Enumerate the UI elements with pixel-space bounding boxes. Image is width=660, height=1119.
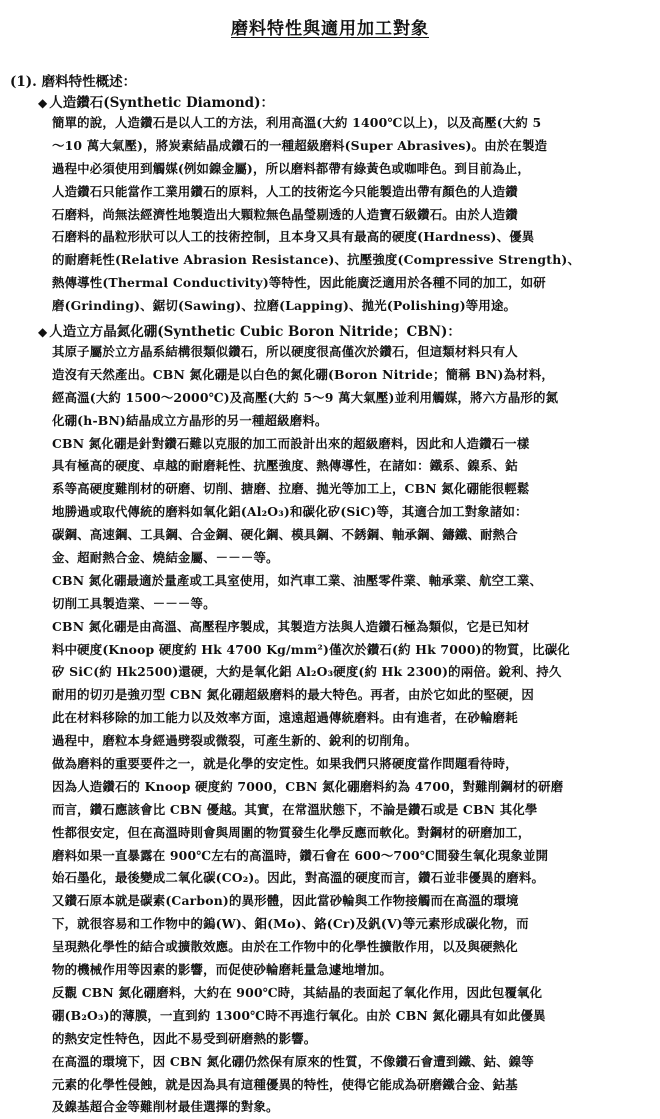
text-line: 切削工具製造業、－－－等。 — [52, 595, 216, 611]
text-line: 因為人造鑽石的 Knoop 硬度約 7000，CBN 氮化硼磨料約為 4700，對難削鋼材的研磨 — [52, 778, 564, 794]
text-line: 磨料如果一直暴露在 900℃左右的高溫時，鑽石會在 600～700℃間發生氧化現象並開 — [52, 847, 549, 863]
text-line: 地勝過或取代傳統的磨料如氧化鋁(Al₂O₃)和碳化矽(SiC)等，其適合加工對象諸如： — [52, 504, 528, 520]
text-line: 石磨料的晶粒形狀可以人工的技術控制，且本身又具有最高的硬度(Hardness)、優異 — [52, 229, 535, 245]
text-line: 此在材料移除的加工能力以及效率方面，遠遠超過傳統磨料。由有進者，在砂輪磨耗 — [52, 710, 518, 726]
text-line: 過程中必須使用到觸媒(例如鎳金屬)，所以磨料都帶有綠黃色或咖啡色。到目前為止， — [52, 160, 530, 176]
text-line: 人造鑽石只能當作工業用鑽石的原料，人工的技術迄今只能製造出帶有顏色的人造鑽 — [52, 183, 518, 199]
text-line: 過程中，磨粒本身經過劈裂或微裂，可產生新的、銳利的切削角。 — [52, 733, 418, 749]
text-line: 物的機械作用等因素的影響，而促使砂輪磨耗量急遽地增加。 — [52, 962, 392, 978]
text-line: 做為磨料的重要要件之一，就是化學的安定性。如果我們只將硬度當作問題看待時， — [52, 756, 518, 772]
text-line: 耐用的切刃是強刃型 CBN 氮化硼超級磨料的最大特色。再者，由於它如此的堅硬，因 — [52, 687, 534, 703]
text-line: 在高溫的環境下，因 CBN 氮化硼仍然保有原來的性質，不像鑽石會遭到鐵、鈷、鎳等 — [52, 1053, 534, 1069]
text-line: 下，就很容易和工作物中的鎢(W)、鉬(Mo)、鉻(Cr)及釩(V)等元素形成碳化物，而 — [52, 916, 529, 932]
text-line: 性都很安定，但在高溫時則會與周圍的物質發生化學反應而軟化。對鋼材的研磨加工， — [52, 824, 531, 840]
text-line: 硼(B₂O₃)的薄膜，一直到約 1300℃時不再進行氧化。由於 CBN 氮化硼具有如此優異 — [52, 1007, 546, 1023]
text-line: 系等高硬度難削材的研磨、切削、搪磨、拉磨、拋光等加工上，CBN 氮化硼能很輕鬆 — [52, 481, 530, 497]
text-line: 熱傳導性(Thermal Conductivity)等特性，因此能廣泛適用於各種不同的加工，如研 — [52, 275, 546, 291]
diamond-bullet-icon: ◆ — [38, 325, 48, 339]
cbn-paragraph — [52, 341, 652, 1119]
text-line: 金、超耐熱合金、燒結金屬、－－－等。 — [52, 550, 279, 566]
diamond-bullet-icon: ◆ — [38, 96, 48, 110]
text-line: 造沒有天然產出。CBN 氮化硼是以白色的氮化硼(Boron Nitride；簡稱 BN)為材料， — [52, 366, 554, 382]
text-line: 的耐磨耗性(Relative Abrasion Resistance)、抗壓強度(Compressive Strength)、 — [52, 252, 581, 268]
cbn-heading-text: 人造立方晶氮化硼(Synthetic Cubic Boron Nitride；CBN)： — [49, 324, 461, 340]
page-title — [0, 14, 660, 39]
text-line: 的熱安定性特色，因此不易受到研磨熱的影響。 — [52, 1030, 317, 1046]
text-line: 簡單的說，人造鑽石是以人工的方法，利用高溫(大約 1400℃以上)，以及高壓(大約 5 — [52, 115, 542, 130]
diamond-heading-text: 人造鑽石(Synthetic Diamond)： — [49, 95, 274, 111]
text-line: 而言，鑽石應該會比 CBN 優越。其實，在常溫狀態下，不論是鑽石或是 CBN 其化學 — [52, 801, 538, 817]
text-line: 具有極高的硬度、卓越的耐磨耗性、抗壓強度、熱傳導性，在諸如：鐵系、鎳系、鈷 — [52, 458, 518, 474]
text-line: 磨(Grinding)、鋸切(Sawing)、拉磨(Lapping)、拋光(Polishing)等用途。 — [52, 298, 517, 314]
text-line: 石磨料，尚無法經濟性地製造出大顆粒無色晶瑩剔透的人造寶石級鑽石。由於人造鑽 — [52, 206, 518, 222]
text-line: 其原子屬於立方晶系結構很類似鑽石，所以硬度很高僅次於鑽石，但這類材料只有人 — [52, 344, 518, 359]
text-line: 呈現熱化學性的結合或擴散效應。由於在工作物中的化學性擴散作用，以及與硬熱化 — [52, 939, 518, 955]
diamond-paragraph — [52, 112, 652, 318]
cbn-heading — [38, 320, 461, 340]
text-line: 元素的化學性侵蝕，就是因為具有這種優異的特性，使得它能成為研磨鐵合金、鈷基 — [52, 1076, 518, 1092]
text-line: 碳鋼、高速鋼、工具鋼、合金鋼、硬化鋼、模具鋼、不銹鋼、軸承鋼、鑄鐵、耐熱合 — [52, 527, 518, 543]
text-line: 矽 SiC(約 Hk2500)還硬，大約是氧化鋁 Al₂O₃硬度(約 Hk 2300)的兩倍。銳利、持久 — [52, 664, 562, 680]
text-line: 料中硬度(Knoop 硬度約 Hk 4700 Kg/mm²)僅次於鑽石(約 Hk 7000)的物質，比碳化 — [52, 641, 570, 657]
text-line: ～10 萬大氣壓)，將炭素結晶成鑽石的一種超級磨料(Super Abrasives)。由於在製造 — [52, 137, 548, 153]
text-line: 又鑽石原本就是碳素(Carbon)的異形體，因此當砂輪與工作物接觸而在高溫的環境 — [52, 893, 519, 909]
text-line: 反觀 CBN 氮化硼磨料，大約在 900℃時，其結晶的表面起了氧化作用，因此包覆氧化 — [52, 984, 543, 1000]
text-line: 及鎳基超合金等難削材最佳選擇的對象。 — [52, 1099, 279, 1115]
text-line: CBN 氮化硼是針對鑽石難以克服的加工而設計出來的超級磨料，因此和人造鑽石一樣 — [52, 435, 530, 451]
text-line: 始石墨化，最後變成二氧化碳(CO₂)。因此，對高溫的硬度而言，鑽石並非優異的磨料。 — [52, 870, 545, 886]
diamond-heading — [38, 91, 274, 111]
page-title-text: 磨料特性與適用加工對象 — [231, 19, 429, 39]
text-line: 經高溫(大約 1500～2000℃)及高壓(大約 5～9 萬大氣壓)並利用觸媒，將六方晶形的氮 — [52, 389, 559, 405]
text-line: CBN 氮化硼最適於量產或工具室使用，如汽車工業、油壓零件業、軸承業、航空工業、 — [52, 572, 543, 588]
section-heading: (1). 磨料特性概述： — [10, 74, 137, 90]
text-line: 化硼(h-BN)結晶成立方晶形的另一種超級磨料。 — [52, 412, 328, 428]
text-line: CBN 氮化硼是由高溫、高壓程序製成，其製造方法與人造鑽石極為類似，它是已知材 — [52, 618, 530, 634]
